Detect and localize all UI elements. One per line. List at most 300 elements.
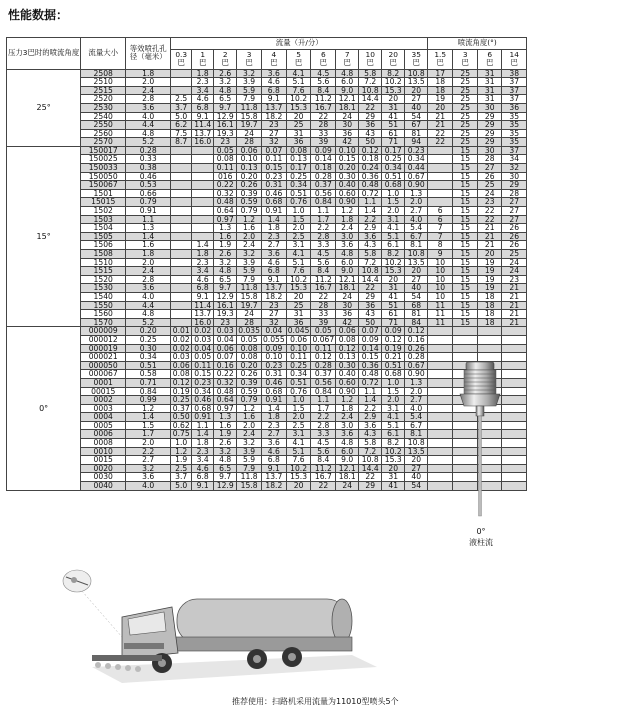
table-cell: 5.9: [237, 456, 262, 465]
table-cell: 0.10: [336, 146, 359, 155]
table-cell: 0.22: [214, 181, 237, 190]
table-cell: 0.06: [336, 327, 359, 336]
table-cell: 0.30: [126, 344, 171, 353]
table-cell: 0.48: [359, 181, 382, 190]
table-cell: 6.1: [382, 241, 405, 250]
table-cell: 35: [502, 129, 527, 138]
table-cell: 29: [359, 482, 382, 491]
table-cell: 4.0: [126, 482, 171, 491]
table-cell: 0.48: [359, 370, 382, 379]
table-cell: 11.2: [311, 464, 336, 473]
table-cell: 8.4: [311, 267, 336, 276]
table-cell: 3.6: [126, 473, 171, 482]
table-cell: 0.71: [126, 378, 171, 387]
table-cell: 15.8: [237, 482, 262, 491]
table-cell: 3.1: [286, 430, 311, 439]
table-cell: 41: [382, 112, 405, 121]
table-cell: 0.13: [336, 353, 359, 362]
table-cell: 29: [478, 112, 502, 121]
table-cell: 7.2: [359, 258, 382, 267]
size-cell: 1540: [81, 292, 126, 301]
table-cell: 22: [428, 138, 453, 147]
table-row: [7, 138, 527, 147]
table-cell: 0.20: [237, 361, 262, 370]
pressure-header: 4 巴: [261, 49, 286, 69]
table-cell: 5.8: [359, 250, 382, 259]
table-cell: 15: [453, 301, 478, 310]
table-cell: 0.04: [261, 327, 286, 336]
table-cell: 2.7: [405, 207, 428, 216]
table-cell: 1.6: [237, 413, 262, 422]
table-cell: [171, 164, 192, 173]
table-row: [7, 327, 527, 336]
table-cell: 3.4: [192, 456, 214, 465]
table-cell: 3.6: [359, 232, 382, 241]
table-cell: 29: [478, 138, 502, 147]
table-cell: 5.0: [171, 482, 192, 491]
table-cell: 2.3: [261, 232, 286, 241]
table-cell: 0.58: [126, 370, 171, 379]
table-cell: 0.72: [359, 189, 382, 198]
table-cell: 6: [428, 207, 453, 216]
table-cell: [453, 335, 478, 344]
table-cell: 1.1: [192, 421, 214, 430]
table-cell: 12.1: [336, 464, 359, 473]
size-cell: 1504: [81, 224, 126, 233]
table-cell: 4.5: [311, 69, 336, 78]
table-cell: 10.2: [286, 95, 311, 104]
table-cell: 26: [502, 224, 527, 233]
table-cell: 16.0: [192, 318, 214, 327]
table-cell: 1.1: [126, 215, 171, 224]
table-cell: 2.8: [126, 95, 171, 104]
size-cell: 0002: [81, 396, 126, 405]
table-cell: 20: [428, 103, 453, 112]
table-cell: 0.09: [359, 335, 382, 344]
table-cell: 1.8: [192, 69, 214, 78]
table-cell: 25: [453, 86, 478, 95]
table-cell: 2.5: [171, 464, 192, 473]
table-cell: 0.84: [126, 387, 171, 396]
table-cell: 27: [502, 215, 527, 224]
table-cell: 2.6: [214, 250, 237, 259]
table-cell: 15.3: [286, 103, 311, 112]
table-cell: [428, 387, 453, 396]
table-cell: 11.8: [237, 473, 262, 482]
table-cell: 22: [428, 129, 453, 138]
table-cell: 43: [359, 129, 382, 138]
spray-angle-group-label: 0°: [7, 327, 81, 490]
table-cell: 1.8: [126, 250, 171, 259]
table-cell: [428, 439, 453, 448]
table-cell: 2.0: [405, 198, 428, 207]
table-row: [7, 129, 527, 138]
table-cell: 0.10: [286, 344, 311, 353]
table-cell: 0.68: [382, 181, 405, 190]
table-cell: [171, 275, 192, 284]
table-cell: 1.8: [261, 224, 286, 233]
table-cell: 4.6: [192, 95, 214, 104]
table-cell: 4.1: [286, 69, 311, 78]
table-cell: 13.7: [261, 284, 286, 293]
size-cell: 1508: [81, 250, 126, 259]
table-cell: 0.05: [192, 353, 214, 362]
table-cell: [428, 413, 453, 422]
table-cell: [428, 430, 453, 439]
table-row: [7, 301, 527, 310]
table-cell: 0.19: [382, 344, 405, 353]
table-cell: 3.1: [382, 404, 405, 413]
table-cell: 31: [382, 473, 405, 482]
table-cell: 15.3: [382, 267, 405, 276]
table-cell: 15.3: [382, 456, 405, 465]
table-cell: 1.4: [192, 430, 214, 439]
table-cell: 0.97: [214, 404, 237, 413]
table-cell: 28: [237, 138, 262, 147]
table-cell: 23: [502, 275, 527, 284]
table-cell: 0.23: [405, 146, 428, 155]
table-cell: 6.1: [382, 430, 405, 439]
table-cell: 31: [286, 129, 311, 138]
table-cell: [171, 69, 192, 78]
table-cell: [428, 473, 453, 482]
table-cell: 1.6: [214, 421, 237, 430]
table-cell: 25: [502, 250, 527, 259]
table-cell: [171, 318, 192, 327]
table-cell: 22: [359, 473, 382, 482]
table-cell: 1.1: [359, 198, 382, 207]
table-cell: 0.46: [261, 378, 286, 387]
table-cell: 18: [478, 301, 502, 310]
table-cell: 30: [478, 103, 502, 112]
spray-angle-group-label: 25°: [7, 69, 81, 146]
table-cell: [171, 146, 192, 155]
table-cell: 5.8: [359, 439, 382, 448]
table-cell: 28: [311, 301, 336, 310]
table-row: [7, 292, 527, 301]
performance-table-body: [7, 69, 527, 490]
table-cell: 1.8: [336, 404, 359, 413]
size-cell: 0006: [81, 430, 126, 439]
table-cell: 10.8: [359, 86, 382, 95]
table-cell: 0.04: [192, 344, 214, 353]
table-cell: 29: [478, 121, 502, 130]
table-cell: 27: [502, 198, 527, 207]
table-cell: 0.44: [405, 164, 428, 173]
table-cell: 15.8: [237, 112, 262, 121]
table-cell: 31: [382, 103, 405, 112]
table-cell: 30: [478, 146, 502, 155]
table-cell: 24: [336, 292, 359, 301]
table-cell: 0.59: [237, 387, 262, 396]
table-cell: 3.6: [126, 103, 171, 112]
table-cell: 0.12: [336, 344, 359, 353]
table-cell: 17: [428, 69, 453, 78]
table-cell: 19: [478, 258, 502, 267]
table-cell: 3.0: [336, 421, 359, 430]
table-cell: 4.6: [192, 464, 214, 473]
table-cell: 6.8: [261, 456, 286, 465]
table-cell: [428, 353, 453, 362]
table-cell: 9: [428, 250, 453, 259]
table-cell: 27: [478, 164, 502, 173]
table-cell: 24: [478, 189, 502, 198]
table-cell: 0.26: [405, 344, 428, 353]
table-cell: 0.21: [382, 353, 405, 362]
table-cell: 7.6: [286, 86, 311, 95]
table-cell: 0.11: [192, 361, 214, 370]
table-cell: 18.2: [261, 292, 286, 301]
table-cell: 0.34: [405, 155, 428, 164]
table-cell: [502, 327, 527, 336]
table-cell: 4.0: [126, 112, 171, 121]
table-cell: [171, 198, 192, 207]
table-cell: 27: [502, 207, 527, 216]
table-cell: 0.08: [286, 146, 311, 155]
table-cell: 2.2: [311, 413, 336, 422]
table-cell: 3.1: [382, 215, 405, 224]
size-cell: 0040: [81, 482, 126, 491]
table-cell: [171, 232, 192, 241]
table-cell: 10: [428, 292, 453, 301]
table-cell: [478, 344, 502, 353]
table-cell: [192, 146, 214, 155]
table-cell: 50: [359, 318, 382, 327]
table-cell: 15: [453, 172, 478, 181]
table-cell: 4.1: [382, 413, 405, 422]
table-cell: 0.37: [311, 370, 336, 379]
table-cell: 0.68: [261, 387, 286, 396]
table-cell: 0.05: [311, 327, 336, 336]
size-column-header: 流量大小: [81, 38, 126, 70]
table-cell: 0.08: [237, 344, 262, 353]
table-cell: 0.067: [312, 335, 335, 344]
size-cell: 0001: [81, 378, 126, 387]
table-cell: 0.67: [405, 361, 428, 370]
table-cell: 20: [405, 267, 428, 276]
table-cell: 6.0: [336, 447, 359, 456]
table-cell: 2.0: [126, 258, 171, 267]
table-cell: 0.90: [336, 387, 359, 396]
table-cell: 22: [311, 482, 336, 491]
table-cell: 0.15: [192, 370, 214, 379]
table-cell: 23: [261, 301, 286, 310]
table-cell: 3.2: [237, 250, 262, 259]
table-cell: 2.9: [359, 224, 382, 233]
table-cell: 21: [502, 284, 527, 293]
table-cell: 0.60: [336, 189, 359, 198]
table-row: [7, 344, 527, 353]
table-cell: 0.68: [382, 370, 405, 379]
table-cell: 35: [502, 112, 527, 121]
table-cell: 19: [478, 284, 502, 293]
table-cell: 0.15: [336, 155, 359, 164]
table-cell: 19.7: [237, 301, 262, 310]
table-cell: 28: [478, 155, 502, 164]
table-cell: 1.8: [192, 250, 214, 259]
table-cell: 42: [336, 138, 359, 147]
table-cell: 25: [453, 78, 478, 87]
table-cell: 2.2: [311, 224, 336, 233]
table-cell: 26: [478, 172, 502, 181]
table-cell: 0.03: [171, 353, 192, 362]
table-cell: 10.2: [382, 258, 405, 267]
table-cell: 1.2: [336, 207, 359, 216]
table-row: [7, 189, 527, 198]
orifice-column-header: 等效喷孔孔径（毫米）: [126, 38, 171, 70]
table-cell: 15.3: [382, 86, 405, 95]
table-cell: 18.2: [261, 112, 286, 121]
table-cell: 0.06: [286, 335, 311, 344]
table-cell: 13.7: [192, 129, 214, 138]
size-cell: 0015: [81, 456, 126, 465]
table-cell: 3.6: [261, 250, 286, 259]
pressure-header: 1.5 巴: [428, 49, 453, 69]
table-cell: 15: [453, 189, 478, 198]
pressure-header: 3 巴: [453, 49, 478, 69]
table-cell: 0.25: [286, 361, 311, 370]
table-cell: 0.08: [214, 155, 237, 164]
table-cell: 0.39: [237, 189, 262, 198]
table-cell: 5.6: [311, 258, 336, 267]
table-cell: 24: [502, 267, 527, 276]
table-cell: 0.40: [336, 370, 359, 379]
table-cell: 2.3: [192, 258, 214, 267]
table-cell: 0.64: [214, 396, 237, 405]
table-cell: 21: [502, 310, 527, 319]
table-cell: 7.5: [171, 129, 192, 138]
table-cell: 0.12: [311, 353, 336, 362]
pressure-header: 1 巴: [192, 49, 214, 69]
table-cell: 15: [453, 164, 478, 173]
table-cell: 0.90: [405, 370, 428, 379]
table-cell: 4.8: [336, 439, 359, 448]
table-cell: 21: [502, 318, 527, 327]
table-cell: 0.15: [261, 164, 286, 173]
table-cell: [171, 86, 192, 95]
table-cell: [428, 181, 453, 190]
table-cell: 2.3: [261, 421, 286, 430]
table-cell: 1.4: [192, 241, 214, 250]
table-cell: 1.4: [261, 215, 286, 224]
table-cell: 3.4: [192, 86, 214, 95]
table-cell: 3.6: [359, 421, 382, 430]
table-cell: 0.14: [311, 155, 336, 164]
table-cell: [428, 344, 453, 353]
table-cell: 36: [286, 318, 311, 327]
table-cell: 0.50: [171, 413, 192, 422]
table-cell: 7.2: [359, 78, 382, 87]
table-cell: 0.20: [237, 172, 262, 181]
angle-column-header: 压力3巴时的喷流角度: [7, 38, 81, 70]
table-row: [7, 387, 527, 396]
table-cell: 25: [453, 121, 478, 130]
table-cell: 36: [286, 138, 311, 147]
table-cell: 0.06: [214, 344, 237, 353]
table-cell: [192, 232, 214, 241]
table-cell: 0.30: [336, 172, 359, 181]
table-cell: 2.8: [311, 421, 336, 430]
table-cell: 19.7: [237, 121, 262, 130]
table-row: [7, 275, 527, 284]
table-cell: 13.7: [261, 473, 286, 482]
table-cell: 2.8: [311, 232, 336, 241]
table-cell: 20: [478, 250, 502, 259]
table-cell: 0.32: [214, 189, 237, 198]
table-cell: 0.19: [171, 387, 192, 396]
table-cell: 4.8: [336, 250, 359, 259]
table-cell: 1.3: [126, 224, 171, 233]
table-cell: 0.38: [126, 164, 171, 173]
table-cell: 0.36: [359, 361, 382, 370]
table-cell: 13.5: [405, 258, 428, 267]
table-cell: 0.91: [192, 413, 214, 422]
table-cell: 0.84: [311, 387, 336, 396]
table-cell: 5.1: [286, 258, 311, 267]
table-cell: [171, 215, 192, 224]
size-cell: 2530: [81, 103, 126, 112]
table-cell: 1.4: [359, 396, 382, 405]
table-cell: 9.1: [261, 464, 286, 473]
table-cell: 0.91: [261, 396, 286, 405]
table-cell: 19: [478, 275, 502, 284]
table-cell: 2.7: [405, 396, 428, 405]
table-cell: 10: [428, 275, 453, 284]
table-cell: 3.2: [214, 447, 237, 456]
table-cell: 1.8: [192, 439, 214, 448]
table-cell: 3.9: [237, 78, 262, 87]
table-cell: 0.33: [126, 155, 171, 164]
table-cell: 2.2: [126, 447, 171, 456]
table-cell: 2.2: [359, 404, 382, 413]
size-cell: 2550: [81, 121, 126, 130]
table-cell: [171, 267, 192, 276]
table-cell: 32: [261, 138, 286, 147]
table-cell: 1.8: [261, 413, 286, 422]
table-row: [7, 370, 527, 379]
size-cell: 150050: [81, 172, 126, 181]
table-cell: 0.72: [359, 378, 382, 387]
table-cell: 15: [453, 215, 478, 224]
table-cell: [428, 456, 453, 465]
table-row: [7, 250, 527, 259]
table-cell: 12.9: [214, 482, 237, 491]
nozzle-caption: [436, 527, 526, 549]
table-cell: 7.6: [286, 267, 311, 276]
table-cell: 13.7: [192, 310, 214, 319]
table-cell: 0.02: [171, 344, 192, 353]
table-cell: [428, 464, 453, 473]
table-cell: 2.5: [171, 95, 192, 104]
table-cell: 3.2: [126, 464, 171, 473]
table-cell: 31: [286, 310, 311, 319]
table-row: [7, 318, 527, 327]
table-cell: 0.20: [336, 164, 359, 173]
table-cell: 2.4: [336, 224, 359, 233]
table-cell: 0.31: [261, 370, 286, 379]
table-cell: 71: [382, 138, 405, 147]
table-cell: 15: [453, 310, 478, 319]
table-cell: 0.23: [261, 172, 286, 181]
table-row: [7, 456, 527, 465]
table-cell: 1.5: [286, 404, 311, 413]
table-cell: 16.1: [214, 121, 237, 130]
nozzle-angle-label: 0°: [476, 527, 486, 536]
table-cell: 9.1: [192, 112, 214, 121]
table-cell: 94: [405, 138, 428, 147]
table-cell: 0.09: [382, 327, 405, 336]
table-cell: [192, 224, 214, 233]
